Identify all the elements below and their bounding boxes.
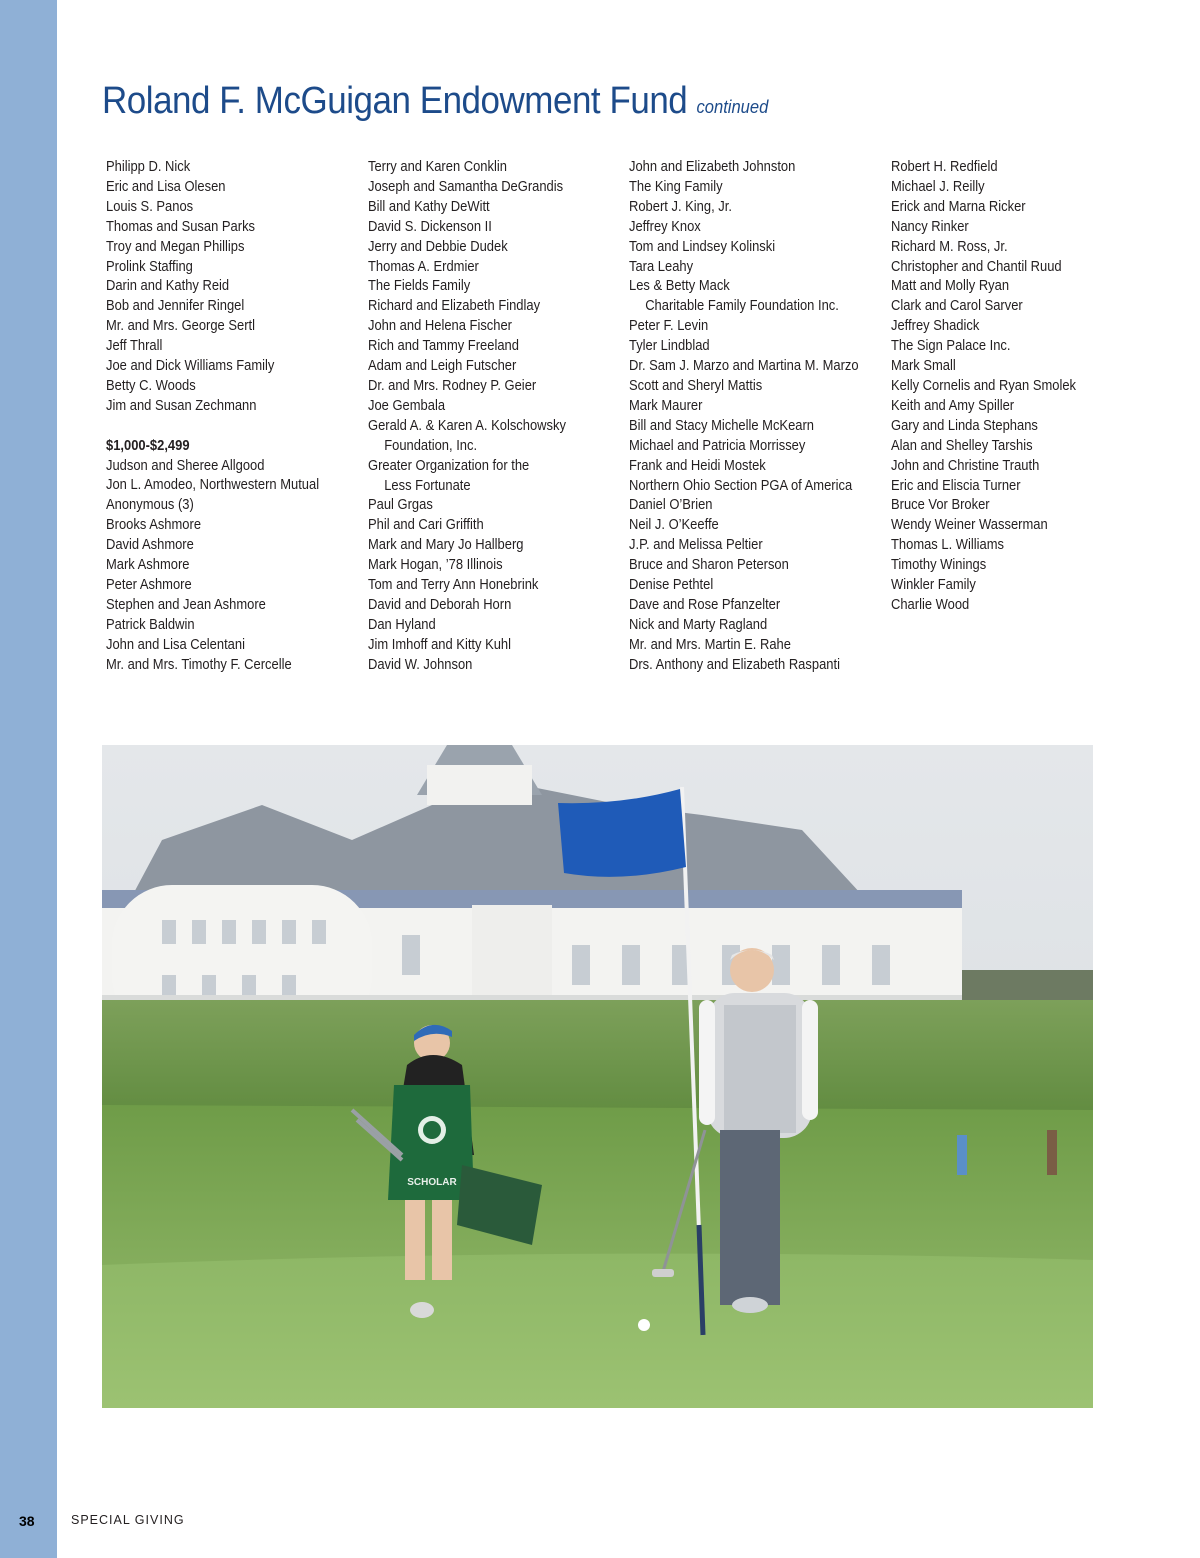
donor-column-4 bbox=[891, 158, 1141, 616]
donor-name: Mark and Mary Jo Hallberg bbox=[368, 537, 524, 554]
donor-name: Thomas A. Erdmier bbox=[368, 258, 479, 275]
donor-name: Eric and Eliscia Turner bbox=[891, 477, 1021, 494]
donor-name: Jon L. Amodeo, Northwestern Mutual bbox=[106, 477, 320, 494]
donor-name: Joseph and Samantha DeGrandis bbox=[368, 178, 564, 195]
donor-name: Charitable Family Foundation Inc. bbox=[645, 298, 839, 315]
donor-name: Peter Ashmore bbox=[106, 577, 192, 594]
donor-name: Jeffrey Shadick bbox=[891, 318, 980, 335]
donor-name: Mark Small bbox=[891, 358, 956, 375]
donor-name: Mark Ashmore bbox=[106, 557, 190, 574]
donor-name: Richard M. Ross, Jr. bbox=[891, 238, 1008, 255]
donor-name: Jerry and Debbie Dudek bbox=[368, 238, 508, 255]
donor-name: Greater Organization for the bbox=[368, 457, 530, 474]
list-spacer bbox=[106, 417, 331, 437]
donor-name: Robert J. King, Jr. bbox=[629, 198, 732, 215]
donor-name: Mr. and Mrs. George Sertl bbox=[106, 318, 256, 335]
donor-name: Richard and Elizabeth Findlay bbox=[368, 298, 541, 315]
donor-name: Anonymous (3) bbox=[106, 497, 194, 514]
donor-name: Scott and Sheryl Mattis bbox=[629, 377, 763, 394]
donor-name: Mark Maurer bbox=[629, 397, 703, 414]
donor-name: Jeffrey Knox bbox=[629, 218, 701, 235]
donor-name: Stephen and Jean Ashmore bbox=[106, 596, 266, 613]
donor-name: Dan Hyland bbox=[368, 616, 436, 633]
donor-name: J.P. and Melissa Peltier bbox=[629, 537, 763, 554]
donor-name: Northern Ohio Section PGA of America bbox=[629, 477, 853, 494]
donor-name: Charlie Wood bbox=[891, 596, 970, 613]
donor-name: Judson and Sheree Allgood bbox=[106, 457, 265, 474]
donor-name: Mr. and Mrs. Martin E. Rahe bbox=[629, 636, 791, 653]
donor-name: Dr. and Mrs. Rodney P. Geier bbox=[368, 377, 537, 394]
donor-name: David Ashmore bbox=[106, 537, 194, 554]
golf-course-photo bbox=[102, 745, 1093, 1408]
donor-name: David and Deborah Horn bbox=[368, 596, 512, 613]
donor-name: Prolink Staffing bbox=[106, 258, 193, 275]
donor-name: Troy and Megan Phillips bbox=[106, 238, 245, 255]
donor-column-2 bbox=[368, 158, 618, 676]
donor-name: Patrick Baldwin bbox=[106, 616, 195, 633]
donor-name: Bill and Kathy DeWitt bbox=[368, 198, 490, 215]
donor-name: Erick and Marna Ricker bbox=[891, 198, 1026, 215]
donor-name: Tom and Terry Ann Honebrink bbox=[368, 577, 539, 594]
donor-name: Matt and Molly Ryan bbox=[891, 278, 1010, 295]
donor-name: Winkler Family bbox=[891, 577, 976, 594]
donor-name: The King Family bbox=[629, 178, 723, 195]
donor-name: Dave and Rose Pfanzelter bbox=[629, 596, 781, 613]
donor-name: Dr. Sam J. Marzo and Martina M. Marzo bbox=[629, 358, 859, 375]
donor-name: Tara Leahy bbox=[629, 258, 694, 275]
donor-name: Bill and Stacy Michelle McKearn bbox=[629, 417, 815, 434]
donor-name: Louis S. Panos bbox=[106, 198, 194, 215]
donor-name: The Fields Family bbox=[368, 278, 471, 295]
donor-name: Neil J. O’Keeffe bbox=[629, 517, 719, 534]
donor-name: Alan and Shelley Tarshis bbox=[891, 437, 1033, 454]
donor-name: Denise Pethtel bbox=[629, 577, 714, 594]
donor-name: Frank and Heidi Mostek bbox=[629, 457, 766, 474]
sidebar-stripe bbox=[0, 0, 57, 1558]
page-title bbox=[102, 80, 768, 123]
donor-name: Bruce Vor Broker bbox=[891, 497, 990, 514]
donor-name: Les & Betty Mack bbox=[629, 278, 730, 295]
donor-name: Timothy Winings bbox=[891, 557, 987, 574]
donor-name: Bruce and Sharon Peterson bbox=[629, 557, 789, 574]
donor-name: Tyler Lindblad bbox=[629, 338, 710, 355]
donor-name: David W. Johnson bbox=[368, 656, 473, 673]
donor-name: Kelly Cornelis and Ryan Smolek bbox=[891, 377, 1077, 394]
page-title-text: Roland F. McGuigan Endowment Fund bbox=[102, 80, 688, 122]
donor-name: Jeff Thrall bbox=[106, 338, 163, 355]
donor-name: Foundation, Inc. bbox=[384, 437, 478, 454]
donor-name: Mark Hogan, ’78 Illinois bbox=[368, 557, 503, 574]
donor-name: Terry and Karen Conklin bbox=[368, 159, 507, 175]
donor-name: Joe and Dick Williams Family bbox=[106, 358, 275, 375]
donor-name: The Sign Palace Inc. bbox=[891, 338, 1011, 355]
donor-name: Jim and Susan Zechmann bbox=[106, 397, 257, 414]
donor-name: Peter F. Levin bbox=[629, 318, 709, 335]
donor-name: Tom and Lindsey Kolinski bbox=[629, 238, 776, 255]
donor-name: John and Elizabeth Johnston bbox=[629, 159, 796, 175]
donor-name: Nick and Marty Ragland bbox=[629, 616, 768, 633]
donor-name: Michael and Patricia Morrissey bbox=[629, 437, 806, 454]
donor-name: John and Lisa Celentani bbox=[106, 636, 245, 653]
donor-name: David S. Dickenson II bbox=[368, 218, 492, 235]
donor-name: Less Fortunate bbox=[384, 477, 471, 494]
donor-name: Robert H. Redfield bbox=[891, 159, 998, 175]
page-number: 38 bbox=[19, 1513, 35, 1529]
donor-name: Rich and Tammy Freeland bbox=[368, 338, 519, 355]
donor-name: Phil and Cari Griffith bbox=[368, 517, 484, 534]
donor-name: Paul Grgas bbox=[368, 497, 433, 514]
golf-ball bbox=[638, 1319, 650, 1331]
donor-name: Gary and Linda Stephans bbox=[891, 417, 1038, 434]
donor-name: John and Helena Fischer bbox=[368, 318, 512, 335]
donor-list bbox=[106, 158, 1106, 698]
donor-name: Eric and Lisa Olesen bbox=[106, 178, 226, 195]
donor-name: Thomas L. Williams bbox=[891, 537, 1004, 554]
donor-name: Joe Gembala bbox=[368, 397, 446, 414]
donor-name: Philipp D. Nick bbox=[106, 159, 191, 175]
donor-name: Brooks Ashmore bbox=[106, 517, 202, 534]
donor-column-3 bbox=[629, 158, 879, 676]
page-title-continued: continued bbox=[696, 97, 769, 117]
donor-name: Wendy Weiner Wasserman bbox=[891, 517, 1048, 534]
donor-name: Clark and Carol Sarver bbox=[891, 298, 1023, 315]
donor-name: Nancy Rinker bbox=[891, 218, 969, 235]
donor-name: Mr. and Mrs. Timothy F. Cercelle bbox=[106, 656, 292, 673]
donor-name: Gerald A. & Karen A. Kolschowsky bbox=[368, 417, 566, 434]
donor-name: John and Christine Trauth bbox=[891, 457, 1040, 474]
donor-name: Adam and Leigh Futscher bbox=[368, 358, 517, 375]
donor-name: Michael J. Reilly bbox=[891, 178, 985, 195]
donor-name: Thomas and Susan Parks bbox=[106, 218, 256, 235]
section-label: SPECIAL GIVING bbox=[71, 1513, 185, 1527]
donor-column-1 bbox=[106, 158, 356, 676]
donor-name: Daniel O’Brien bbox=[629, 497, 713, 514]
donor-name: Betty C. Woods bbox=[106, 377, 196, 394]
donor-name: Darin and Kathy Reid bbox=[106, 278, 230, 295]
giving-level-heading: $1,000-$2,499 bbox=[106, 437, 190, 454]
donor-name: Drs. Anthony and Elizabeth Raspanti bbox=[629, 656, 840, 673]
donor-name: Christopher and Chantil Ruud bbox=[891, 258, 1062, 275]
donor-name: Jim Imhoff and Kitty Kuhl bbox=[368, 636, 512, 653]
donor-name: Bob and Jennifer Ringel bbox=[106, 298, 245, 315]
donor-name: Keith and Amy Spiller bbox=[891, 397, 1015, 414]
caddie-bib-text: SCHOLAR bbox=[407, 1177, 457, 1188]
